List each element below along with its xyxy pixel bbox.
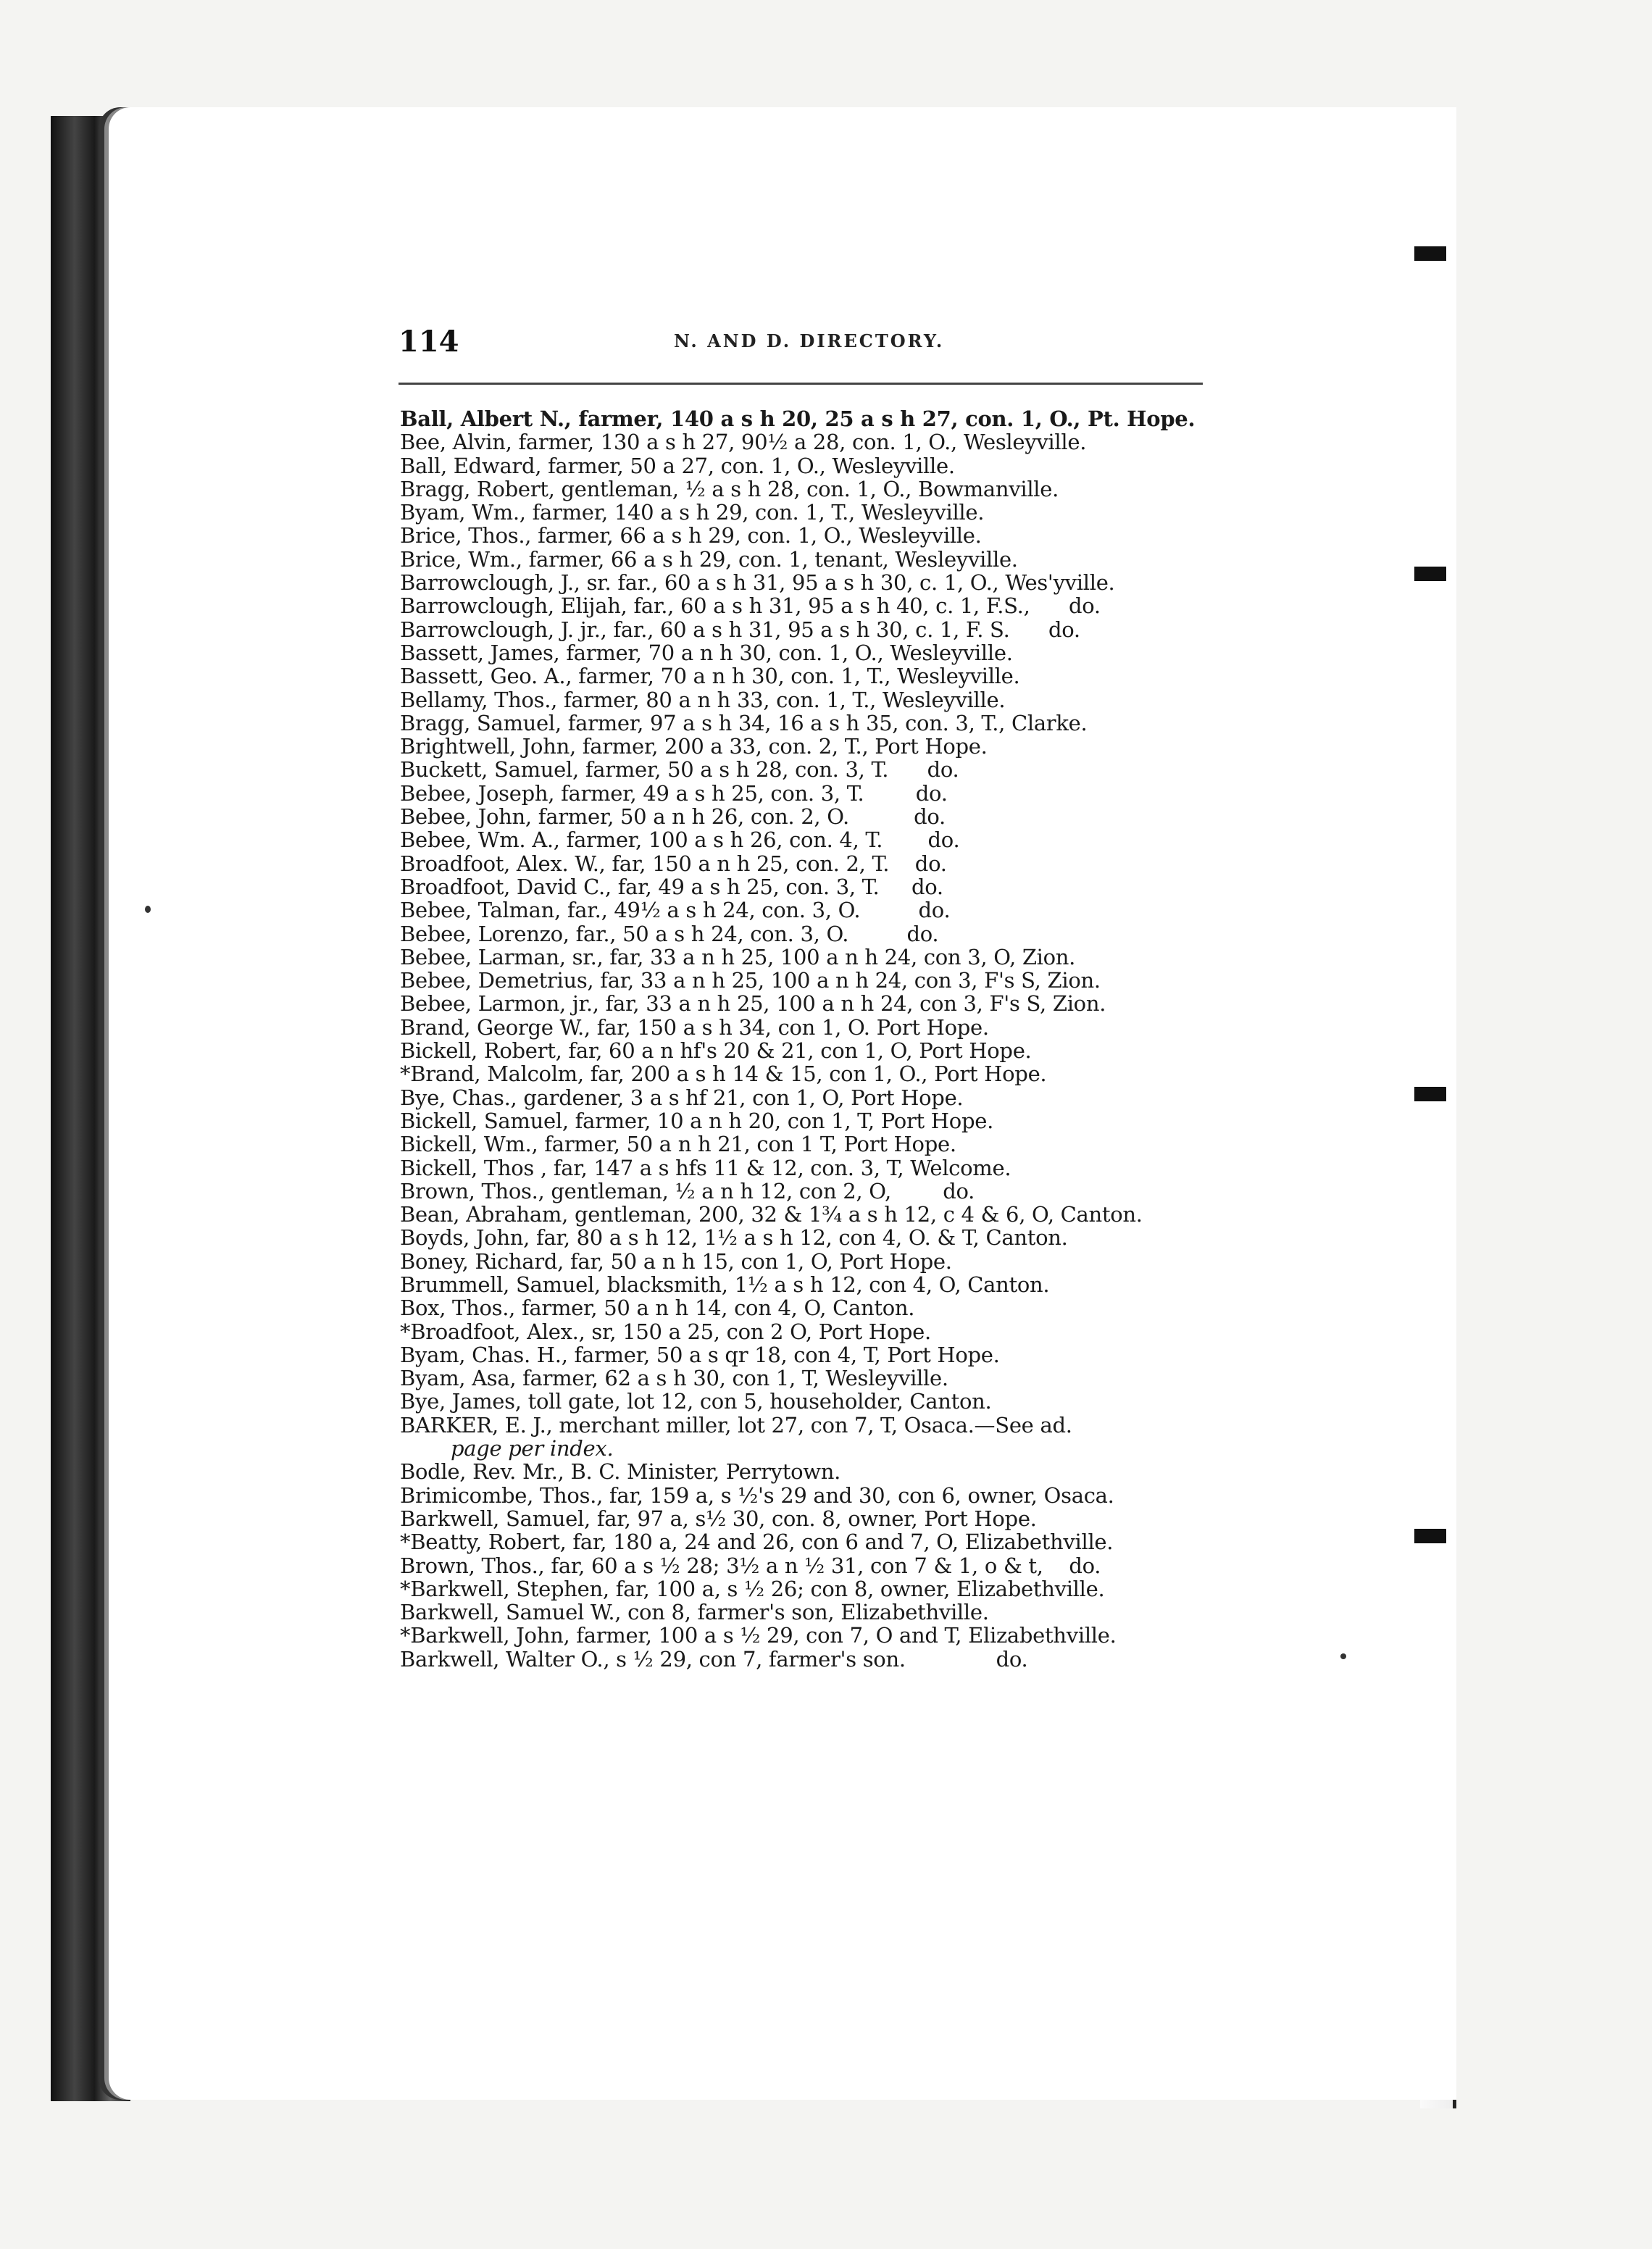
directory-entry: Brimicombe, Thos., far, 159 a, s ½'s 29 and 30, con 6, owner, Osaca. (400, 1482, 1114, 1508)
directory-entry: Barkwell, Samuel, far, 97 a, s½ 30, con. 8, owner, Port Hope. (400, 1506, 1037, 1531)
directory-entry: Brightwell, John, farmer, 200 a 33, con. 2, T., Port Hope. (400, 734, 988, 759)
directory-entry: Bragg, Samuel, farmer, 97 a s h 34, 16 a s h 35, con. 3, T., Clarke. (400, 710, 1088, 735)
directory-entry: Bebee, Wm. A., farmer, 100 a s h 26, con. 4, T. do. (400, 827, 960, 853)
directory-entry: Ball, Edward, farmer, 50 a 27, con. 1, O., Wesleyville. (400, 453, 955, 478)
directory-entry: Brown, Thos., gentleman, ½ a n h 12, con 2, O, do. (400, 1178, 975, 1203)
directory-entry: Bickell, Robert, far, 60 a n hf's 20 & 21, con 1, O, Port Hope. (400, 1038, 1032, 1064)
directory-entry: BARKER, E. J., merchant miller, lot 27, con 7, T, Osaca.—See ad. (400, 1412, 1072, 1438)
directory-entry-continuation: page per index. (451, 1436, 614, 1461)
directory-entry: Barrowclough, Elijah, far., 60 a s h 31, 95 a s h 40, c. 1, F.S., do. (400, 593, 1101, 619)
directory-entry: Byam, Asa, farmer, 62 a s h 30, con 1, T, Wesleyville. (400, 1366, 948, 1391)
binding-clip (1414, 1087, 1446, 1101)
directory-entry: Broadfoot, David C., far, 49 a s h 25, con. 3, T. do. (400, 874, 943, 899)
page-speck (1340, 1653, 1346, 1659)
directory-entry: Brand, George W., far, 150 a s h 34, con 1, O. Port Hope. (400, 1014, 989, 1040)
directory-entry: Bodle, Rev. Mr., B. C. Minister, Perrytown. (400, 1459, 841, 1485)
directory-entry: Bye, James, toll gate, lot 12, con 5, householder, Canton. (400, 1389, 992, 1414)
directory-entry: Bee, Alvin, farmer, 130 a s h 27, 90½ a 28, con. 1, O., Wesleyville. (400, 430, 1087, 455)
directory-entry: Boyds, John, far, 80 a s h 12, 1½ a s h 12, con 4, O. & T, Canton. (400, 1225, 1068, 1251)
directory-entry: Bebee, Joseph, farmer, 49 a s h 25, con. 3, T. do. (400, 780, 948, 806)
directory-entry: *Broadfoot, Alex., sr, 150 a 25, con 2 O, Port Hope. (400, 1319, 931, 1344)
directory-entry: Brice, Wm., farmer, 66 a s h 29, con. 1, tenant, Wesleyville. (400, 546, 1018, 572)
directory-entry: Bebee, Larmon, jr., far, 33 a n h 25, 100 a n h 24, con 3, F's S, Zion. (400, 991, 1106, 1017)
directory-entry: Barrowclough, J., sr. far., 60 a s h 31, 95 a s h 30, c. 1, O., Wes'yville. (400, 570, 1115, 596)
directory-entry: Bebee, John, farmer, 50 a n h 26, con. 2, O. do. (400, 804, 946, 830)
directory-entry: Byam, Wm., farmer, 140 a s h 29, con. 1, T., Wesleyville. (400, 500, 985, 525)
directory-entry: *Brand, Malcolm, far, 200 a s h 14 & 15, con 1, O., Port Hope. (400, 1061, 1047, 1087)
directory-entry: Bragg, Robert, gentleman, ½ a s h 28, con. 1, O., Bowmanville. (400, 476, 1059, 501)
binding-clip (1414, 1529, 1446, 1543)
directory-entry: Bellamy, Thos., farmer, 80 a n h 33, con. 1, T., Wesleyville. (400, 687, 1006, 712)
directory-entry: *Barkwell, Stephen, far, 100 a, s ½ 26; con 8, owner, Elizabethville. (400, 1576, 1105, 1601)
directory-entry: Bean, Abraham, gentleman, 200, 32 & 1¾ a s h 12, c 4 & 6, O, Canton. (400, 1202, 1143, 1227)
directory-entry: Barrowclough, J. jr., far., 60 a s h 31, 95 a s h 30, c. 1, F. S. do. (400, 617, 1080, 642)
directory-entry: Bickell, Samuel, farmer, 10 a n h 20, con 1, T, Port Hope. (400, 1108, 993, 1133)
directory-entry: Bebee, Demetrius, far, 33 a n h 25, 100 a n h 24, con 3, F's S, Zion. (400, 968, 1101, 993)
directory-entry: Bebee, Larman, sr., far, 33 a n h 25, 100 a n h 24, con 3, O, Zion. (400, 944, 1076, 969)
directory-entry: Barkwell, Samuel W., con 8, farmer's son, Elizabethville. (400, 1600, 989, 1625)
directory-entry: Barkwell, Walter O., s ½ 29, con 7, farmer's son. do. (400, 1646, 1028, 1672)
page-speck (145, 906, 151, 913)
running-title: N. AND D. DIRECTORY. (674, 330, 945, 351)
binding-clip (1414, 246, 1446, 261)
directory-entry: Boney, Richard, far, 50 a n h 15, con 1, O, Port Hope. (400, 1248, 952, 1274)
directory-entry: Bickell, Wm., farmer, 50 a n h 21, con 1 T, Port Hope. (400, 1132, 956, 1157)
directory-entry: *Beatty, Robert, far, 180 a, 24 and 26, con 6 and 7, O, Elizabethville. (400, 1530, 1114, 1555)
binding-clip (1414, 567, 1446, 581)
directory-entry: Brown, Thos., far, 60 a s ½ 28; 3½ a n ½ 31, con 7 & 1, o & t, do. (400, 1553, 1101, 1578)
header-rule (399, 383, 1203, 385)
directory-entry: Box, Thos., farmer, 50 a n h 14, con 4, O, Canton. (400, 1295, 915, 1321)
directory-entry: *Barkwell, John, farmer, 100 a s ½ 29, con 7, O and T, Elizabethville. (400, 1623, 1117, 1648)
directory-entry: Ball, Albert N., farmer, 140 a s h 20, 25 a s h 27, con. 1, O., Pt. Hope. (400, 406, 1196, 431)
directory-entry: Bassett, Geo. A., farmer, 70 a n h 30, con. 1, T., Wesleyville. (400, 664, 1020, 689)
page-header (399, 325, 1203, 368)
page-number: 114 (399, 325, 459, 359)
directory-entry: Byam, Chas. H., farmer, 50 a s qr 18, con 4, T, Port Hope. (400, 1342, 1000, 1367)
directory-entry: Bassett, James, farmer, 70 a n h 30, con. 1, O., Wesleyville. (400, 640, 1013, 665)
directory-entry: Bickell, Thos , far, 147 a s hfs 11 & 12, con. 3, T, Welcome. (400, 1155, 1011, 1180)
directory-entry: Brice, Thos., farmer, 66 a s h 29, con. 1, O., Wesleyville. (400, 523, 982, 548)
directory-entry: Bye, Chas., gardener, 3 a s hf 21, con 1, O, Port Hope. (400, 1085, 964, 1110)
directory-entries (400, 407, 1211, 1671)
directory-entry: Buckett, Samuel, farmer, 50 a s h 28, con. 3, T. do. (400, 757, 959, 783)
directory-entry: Broadfoot, Alex. W., far, 150 a n h 25, con. 2, T. do. (400, 851, 947, 876)
directory-entry: Bebee, Lorenzo, far., 50 a s h 24, con. 3, O. do. (400, 921, 939, 946)
directory-entry: Brummell, Samuel, blacksmith, 1½ a s h 12, con 4, O, Canton. (400, 1272, 1050, 1297)
directory-entry: Bebee, Talman, far., 49½ a s h 24, con. 3, O. do. (400, 898, 951, 923)
